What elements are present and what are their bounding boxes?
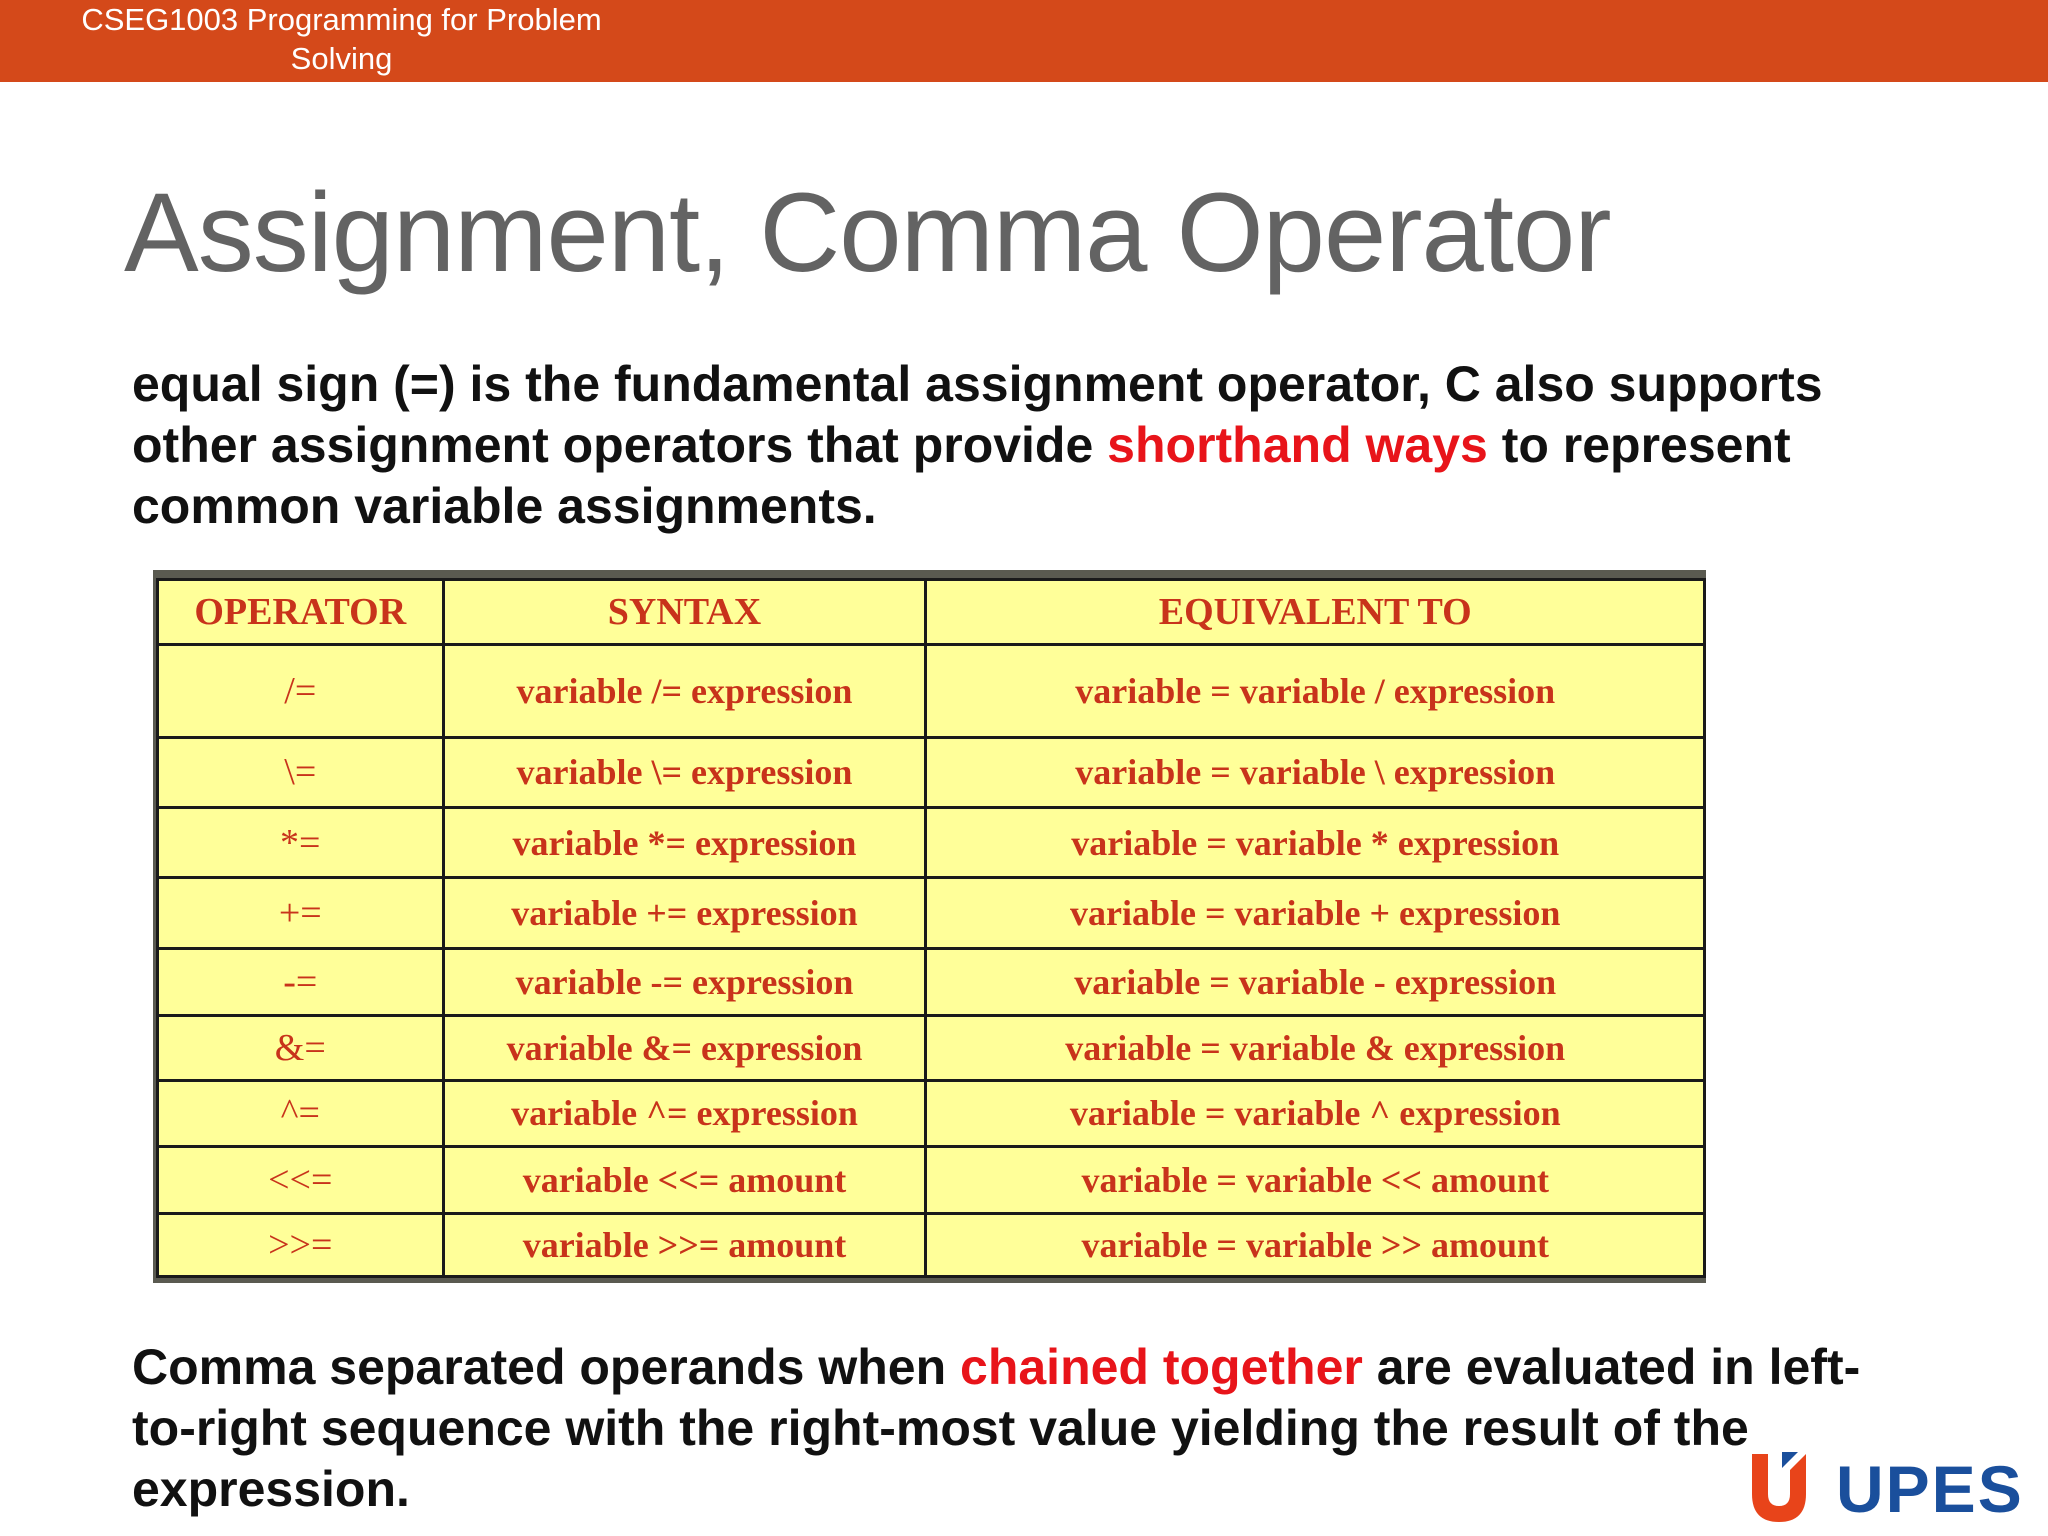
operator-cell: \= xyxy=(158,737,444,807)
operator-cell: /= xyxy=(158,645,444,738)
header-equivalent: EQUIVALENT TO xyxy=(926,580,1705,645)
upes-logo-icon xyxy=(1748,1448,1810,1524)
syntax-cell: variable ^= expression xyxy=(443,1080,926,1146)
table-row xyxy=(158,1016,1705,1080)
equivalent-cell: variable = variable >> amount xyxy=(926,1213,1705,1276)
table-row xyxy=(158,645,1705,738)
table-header-row xyxy=(158,580,1705,645)
syntax-cell: variable /= expression xyxy=(443,645,926,738)
syntax-cell: variable \= expression xyxy=(443,737,926,807)
syntax-cell: variable *= expression xyxy=(443,808,926,878)
operator-cell: -= xyxy=(158,948,444,1015)
operator-cell: &= xyxy=(158,1016,444,1080)
table-row xyxy=(158,1147,1705,1213)
upes-logo xyxy=(1748,1448,2028,1530)
equivalent-cell: variable = variable ^ expression xyxy=(926,1080,1705,1146)
slide-title: Assignment, Comma Operator xyxy=(124,170,1611,295)
intro-highlight: shorthand ways xyxy=(1107,417,1488,473)
table-row xyxy=(158,948,1705,1015)
intro-text-end: to represent common variable assignments. xyxy=(132,417,1791,534)
assignment-operator-table xyxy=(156,578,1706,1278)
syntax-cell: variable += expression xyxy=(443,878,926,948)
table-row xyxy=(158,1080,1705,1146)
operator-cell: <<= xyxy=(158,1147,444,1213)
equivalent-cell: variable = variable - expression xyxy=(926,948,1705,1015)
course-title: CSEG1003 Programming for Problem Solving xyxy=(81,2,602,76)
table-row xyxy=(158,808,1705,878)
comma-text-start: Comma separated operands when xyxy=(132,1339,961,1395)
table-row xyxy=(158,878,1705,948)
equivalent-cell: variable = variable \ expression xyxy=(926,737,1705,807)
comma-text-end: are evaluated in left-to-right sequence with the right-most value yielding the result of the expression. xyxy=(132,1339,1861,1517)
syntax-cell: variable >>= amount xyxy=(443,1213,926,1276)
operator-cell: *= xyxy=(158,808,444,878)
intro-text-start: equal sign (=) is the fundamental assignment operator, C also supports other assignment operators that provide xyxy=(132,356,1823,473)
table-row xyxy=(158,737,1705,807)
operator-table-frame xyxy=(153,570,1706,1283)
comma-highlight: chained together xyxy=(960,1339,1363,1395)
header-operator: OPERATOR xyxy=(158,580,444,645)
header-syntax: SYNTAX xyxy=(443,580,926,645)
equivalent-cell: variable = variable / expression xyxy=(926,645,1705,738)
operator-cell: ^= xyxy=(158,1080,444,1146)
operator-cell: >>= xyxy=(158,1213,444,1276)
syntax-cell: variable <<= amount xyxy=(443,1147,926,1213)
header-bar xyxy=(0,0,2048,82)
operator-cell: += xyxy=(158,878,444,948)
upes-logo-text: UPES xyxy=(1836,1452,2024,1526)
comma-paragraph xyxy=(132,1337,1912,1520)
equivalent-cell: variable = variable & expression xyxy=(926,1016,1705,1080)
equivalent-cell: variable = variable << amount xyxy=(926,1147,1705,1213)
syntax-cell: variable -= expression xyxy=(443,948,926,1015)
equivalent-cell: variable = variable * expression xyxy=(926,808,1705,878)
table-row xyxy=(158,1213,1705,1276)
intro-paragraph xyxy=(132,354,1912,537)
equivalent-cell: variable = variable + expression xyxy=(926,878,1705,948)
syntax-cell: variable &= expression xyxy=(443,1016,926,1080)
